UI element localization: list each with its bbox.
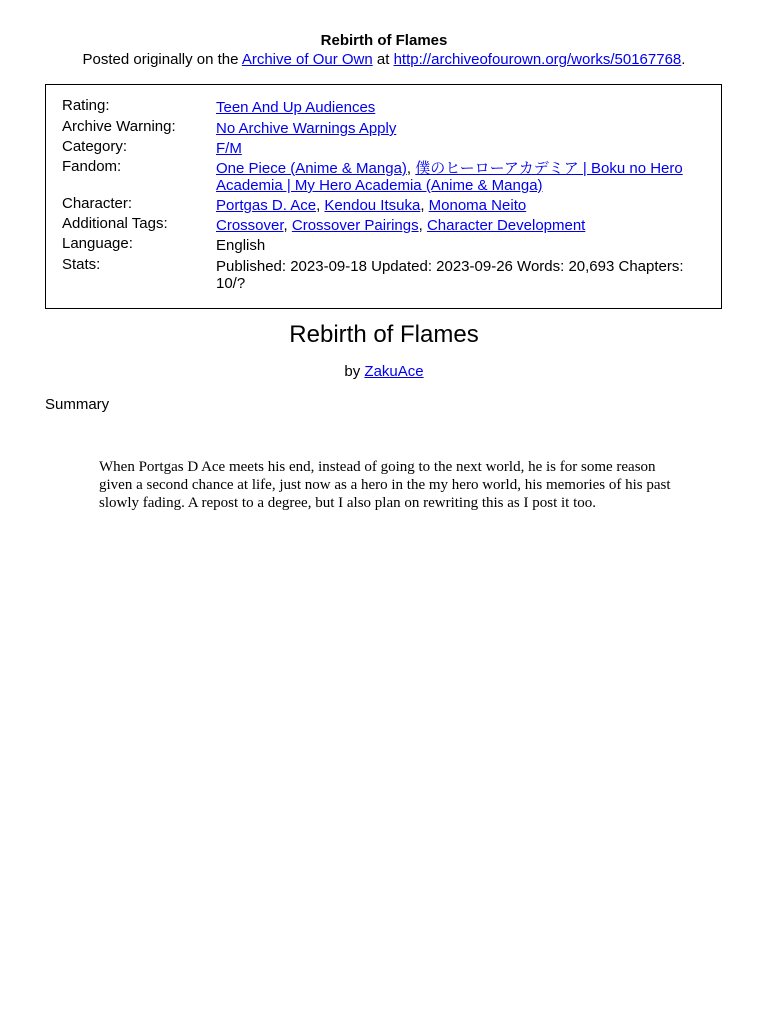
character-link[interactable]: Monoma Neito	[428, 197, 527, 214]
category-value-container	[216, 140, 706, 157]
category-link[interactable]: F/M	[216, 140, 242, 157]
stats-label: Stats:	[62, 256, 101, 273]
summary-text: When Portgas D Ace meets his end, instead of going to the next world, he is for some reason given a second chance at life, just now as a hero in the my hero world, his memories of his past slowly fading. A repost to a degree, but I also plan on rewriting this as I post it too.	[99, 459, 671, 511]
character-link[interactable]: Portgas D. Ace	[216, 197, 317, 214]
language-value: English	[216, 237, 266, 254]
work-url-link[interactable]: http://archiveofourown.org/works/50167768	[393, 51, 682, 68]
rating-label: Rating:	[62, 97, 110, 114]
rating-link[interactable]: Teen And Up Audiences	[216, 99, 376, 116]
tag-link[interactable]: Crossover Pairings	[291, 217, 419, 234]
tag-link[interactable]: Crossover	[216, 217, 284, 234]
tag-separator: ,	[418, 217, 427, 234]
warning-label: Archive Warning:	[62, 118, 176, 135]
posted-prefix: Posted originally on the	[82, 51, 239, 68]
character-separator: ,	[316, 197, 325, 214]
period: .	[681, 51, 686, 68]
document-header	[0, 31, 768, 69]
tag-separator: ,	[283, 217, 292, 234]
fandom-separator: ,	[406, 160, 416, 177]
tags-label: Additional Tags:	[62, 215, 168, 232]
author-link[interactable]: ZakuAce	[364, 363, 424, 380]
fandom-link[interactable]: 僕のヒーローアカデミア | Boku no Hero Academia | My Hero Academia (Anime & Manga)	[216, 160, 683, 194]
posted-line	[0, 50, 768, 69]
language-label: Language:	[62, 235, 133, 252]
fandom-label: Fandom:	[62, 158, 122, 175]
character-value-container	[216, 197, 706, 214]
by-prefix: by	[344, 363, 361, 380]
at-text: at	[376, 51, 390, 68]
stats-value: Published: 2023-09-18 Updated: 2023-09-26 Words: 20,693 Chapters: 10/?	[216, 258, 684, 292]
warning-value-container	[216, 120, 706, 137]
fandom-link[interactable]: One Piece (Anime & Manga)	[216, 160, 407, 177]
tag-link[interactable]: Character Development	[426, 217, 586, 234]
header-title: Rebirth of Flames	[320, 32, 448, 49]
category-label: Category:	[62, 138, 128, 155]
byline	[0, 362, 768, 381]
character-link[interactable]: Kendou Itsuka	[324, 197, 421, 214]
warning-link[interactable]: No Archive Warnings Apply	[216, 120, 397, 137]
fandom-value-container	[216, 160, 706, 194]
archive-link[interactable]: Archive of Our Own	[241, 51, 373, 68]
tags-value-container	[216, 217, 706, 234]
metadata-box	[45, 84, 722, 309]
character-label: Character:	[62, 195, 133, 212]
work-title: Rebirth of Flames	[289, 321, 479, 348]
summary-heading: Summary	[45, 396, 110, 413]
rating-value-container	[216, 99, 706, 116]
character-separator: ,	[420, 197, 429, 214]
